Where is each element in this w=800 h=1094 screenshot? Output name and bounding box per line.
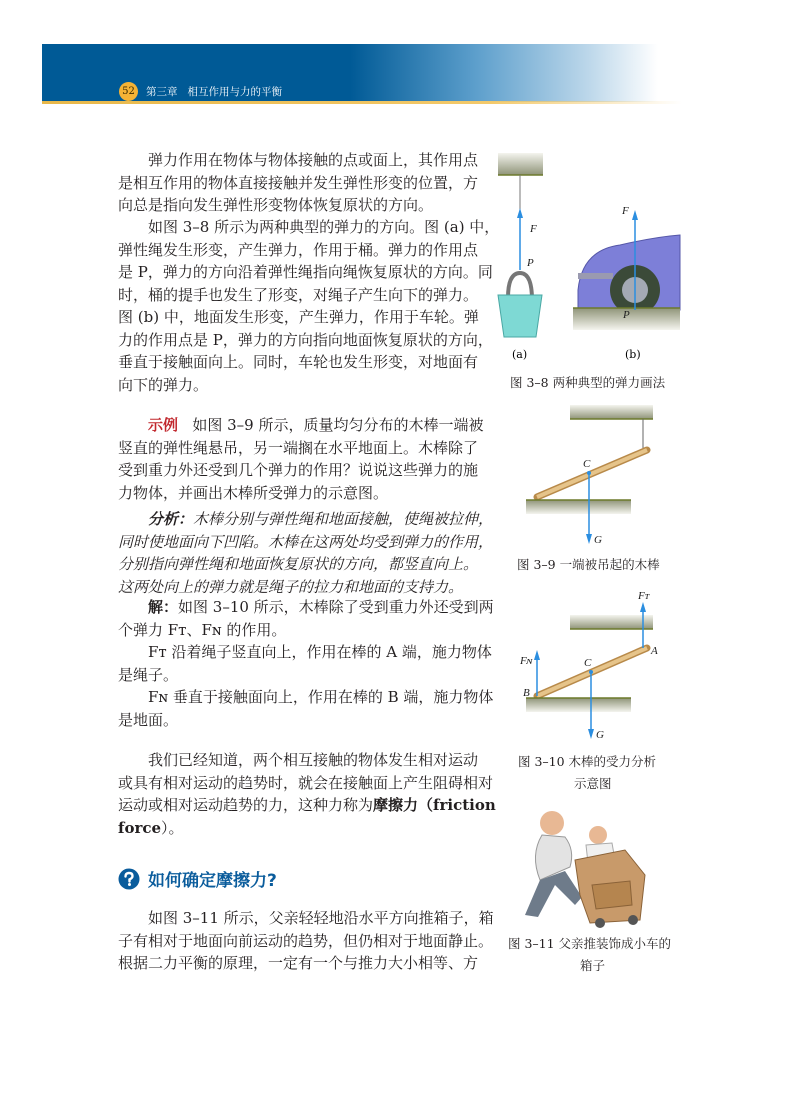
svg-text:C: C <box>583 458 591 470</box>
header-rule <box>42 101 682 104</box>
figure-3-9 <box>490 400 690 550</box>
svg-text:P: P <box>527 257 534 269</box>
page-number-badge: 52 <box>119 82 138 101</box>
child <box>589 826 607 844</box>
example-block: 示例 如图 3–9 所示，质量均匀分布的木棒一端被 竖直的弹性绳悬吊，另一端搁在水平地面上。木棒除了 受到重力外还受到几个弹力的作用？说说这些弹力的施 力物体，并画出木棒所受弹力的示意图。 <box>118 416 484 502</box>
text-line: 如图 3–8 所示为两种典型的弹力的方向。图 (a) 中， <box>148 218 500 236</box>
ceiling <box>498 153 543 175</box>
text-line: 垂直于接触面向上。同时，车轮也发生形变，对地面有 <box>118 353 479 371</box>
paragraph-fig-3-8 <box>118 216 500 396</box>
figure-3-11-father-pushing-box <box>520 805 660 930</box>
svg-text:(b): (b) <box>625 348 641 361</box>
caption-3-11-line1: 图 3–11 父亲推装饰成小车的 <box>508 936 672 951</box>
svg-text:B: B <box>523 687 530 699</box>
paragraph-fig-3-11 <box>118 907 494 975</box>
term-friction: 摩擦力（friction <box>373 796 496 814</box>
caption-3-10-line1: 图 3–10 木棒的受力分析 <box>518 754 657 769</box>
text-line: 向总是指向发生弹性形变物体恢复原状的方向。 <box>118 196 434 214</box>
analysis-block: 分析：木棒分别与弹性绳和地面接触，使绳被拉伸， 同时使地面向下凹陷。木棒在这两处均受到弹力的作用， 分别指向弹性绳和地面恢复原状的方向，都竖直向上。 这两处向上的弹力就是绳子的拉力和地面的支持力。 <box>118 512 494 596</box>
caption-3-10-line2: 示意图 <box>574 776 612 791</box>
figure-3-10 <box>490 590 690 750</box>
section-heading: 如何确定摩擦力? <box>118 866 277 891</box>
svg-text:P: P <box>623 309 630 321</box>
chapter-title: 第三章 相互作用与力的平衡 <box>146 86 283 98</box>
solution-block: 解：如图 3–10 所示，木棒除了受到重力外还受到两 个弹力 Fᴛ、Fɴ 的作用。 <box>118 598 494 639</box>
paragraph-elastic-force <box>118 149 478 217</box>
caption-3-8: 图 3–8 两种典型的弹力画法 <box>510 375 666 390</box>
caption-3-11-line2: 箱子 <box>580 958 606 973</box>
svg-text:C: C <box>584 657 592 669</box>
svg-text:A: A <box>651 645 658 657</box>
svg-text:(a): (a) <box>512 348 528 361</box>
text-line: 是相互作用的物体直接接触并发生弹性形变的位置，方 <box>118 173 479 192</box>
text-line: 如图 3–11 所示，父亲轻轻地沿水平方向推箱子，箱 <box>148 909 494 927</box>
paragraph-friction: 我们已经知道，两个相互接触的物体发生相对运动 或具有相对运动的趋势时，就会在接触面上产生阻碍相对 运动或相对运动趋势的力，这种力称为摩擦力（friction force）。 <box>118 751 496 837</box>
figure-3-8 <box>490 140 690 360</box>
text-line: 弹性绳发生形变，产生弹力，作用于桶。弹力的作用点 <box>118 240 479 259</box>
svg-text:Fɴ: Fɴ <box>520 655 533 667</box>
text-line: 弹力作用在物体与物体接触的点或面上，其作用点 <box>148 151 479 169</box>
text-line: 图 (b) 中，地面发生形变，产生弹力，作用于车轮。弹 <box>118 308 479 326</box>
svg-text:G: G <box>596 729 604 741</box>
svg-text:Fᴛ: Fᴛ <box>638 590 649 602</box>
text-line: 是 P，弹力的方向沿着弹性绳指向绳恢复原状的方向。同 <box>118 263 493 281</box>
text-line: 子有相对于地面向前运动的趋势，但仍相对于地面静止。 <box>118 931 494 950</box>
svg-text:F: F <box>530 223 537 235</box>
bucket <box>498 295 542 337</box>
text-line: 根据二力平衡的原理，一定有一个与推力大小相等、方 <box>118 954 479 972</box>
text-line: 力的作用点是 P，弹力的方向指向地面恢复原状的方向， <box>118 330 493 349</box>
caption-3-9: 图 3–9 一端被吊起的木棒 <box>517 557 660 572</box>
svg-text:G: G <box>594 534 602 546</box>
example-tag: 示例 <box>148 416 179 434</box>
text-line: 向下的弹力。 <box>118 375 209 394</box>
ft-block: Fᴛ 沿着绳子竖直向上，作用在棒的 A 端，施力物体 是绳子。 <box>118 643 492 684</box>
svg-text:F: F <box>622 205 629 217</box>
father <box>540 811 564 835</box>
question-icon <box>118 868 140 890</box>
text-line: 时，桶的提手也发生了形变，对绳子产生向下的弹力。 <box>118 285 479 304</box>
fn-block: Fɴ 垂直于接触面向上，作用在棒的 B 端，施力物体 是地面。 <box>118 688 494 729</box>
